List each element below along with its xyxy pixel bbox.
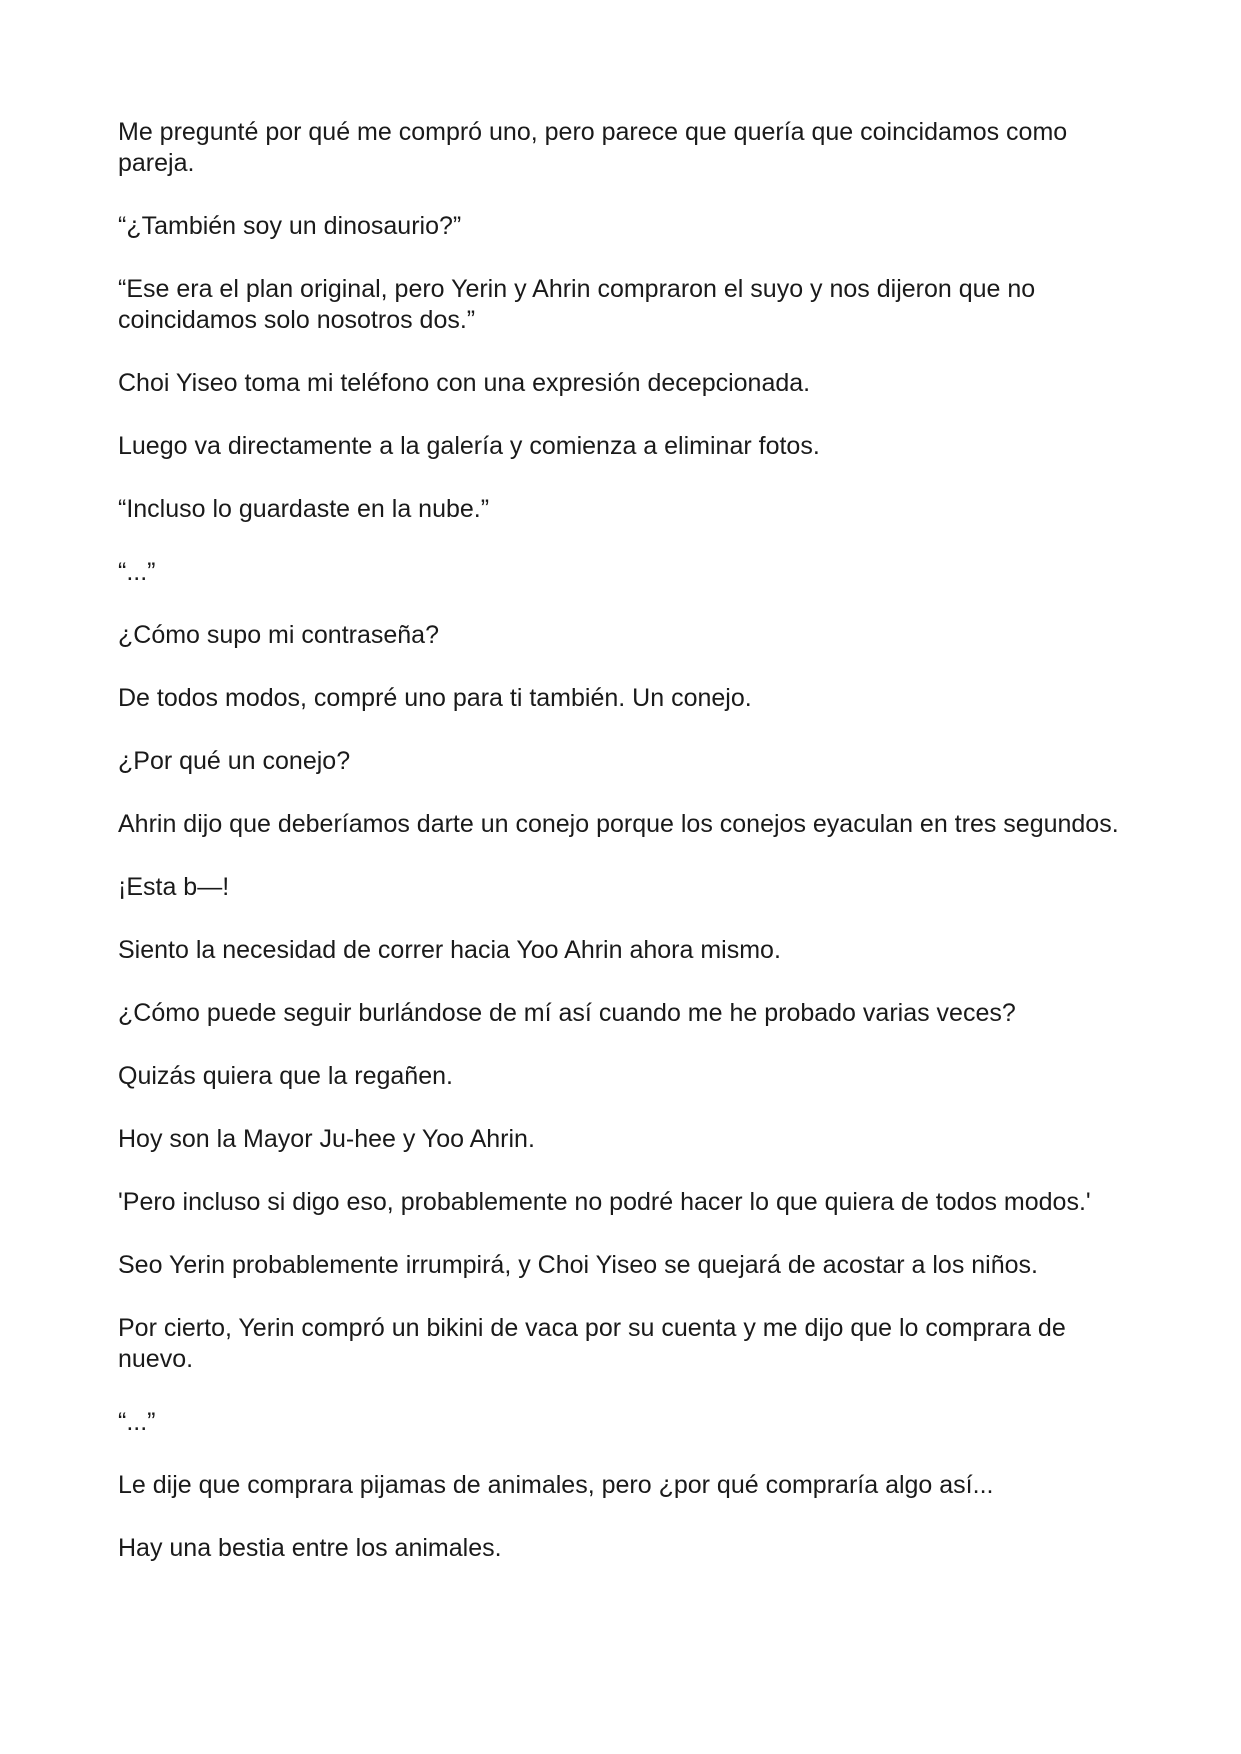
paragraph-17: 'Pero incluso si digo eso, probablemente no podré hacer lo que quiera de todos modos.' — [118, 1188, 1091, 1216]
paragraph-18: Seo Yerin probablemente irrumpirá, y Choi Yiseo se quejará de acostar a los niños. — [118, 1251, 1038, 1279]
paragraph-21: Le dije que comprara pijamas de animales, pero ¿por qué compraría algo así... — [118, 1471, 994, 1499]
paragraph-3: “Ese era el plan original, pero Yerin y Ahrin compraron el suyo y nos dijeron que no coincidamos solo nosotros dos.” — [118, 275, 1036, 334]
paragraph-10: ¿Por qué un conejo? — [118, 747, 351, 775]
document-body — [118, 117, 1128, 1596]
paragraph-4: Choi Yiseo toma mi teléfono con una expresión decepcionada. — [118, 369, 811, 397]
paragraph-19: Por cierto, Yerin compró un bikini de vaca por su cuenta y me dijo que lo comprara de nuevo. — [118, 1314, 1066, 1373]
paragraph-20: “...” — [118, 1408, 156, 1436]
paragraph-11: Ahrin dijo que deberíamos darte un conejo porque los conejos eyaculan en tres segundos. — [118, 810, 1119, 838]
paragraph-5: Luego va directamente a la galería y comienza a eliminar fotos. — [118, 432, 820, 460]
paragraph-2: “¿También soy un dinosaurio?” — [118, 212, 462, 240]
paragraph-7: “...” — [118, 558, 156, 586]
paragraph-1: Me pregunté por qué me compró uno, pero parece que quería que coincidamos como pareja. — [118, 118, 1068, 177]
paragraph-15: Quizás quiera que la regañen. — [118, 1062, 453, 1090]
paragraph-8: ¿Cómo supo mi contraseña? — [118, 621, 439, 649]
paragraph-12: ¡Esta b—! — [118, 873, 230, 901]
paragraph-13: Siento la necesidad de correr hacia Yoo Ahrin ahora mismo. — [118, 936, 781, 964]
paragraph-16: Hoy son la Mayor Ju-hee y Yoo Ahrin. — [118, 1125, 535, 1153]
paragraph-22: Hay una bestia entre los animales. — [118, 1534, 502, 1562]
paragraph-9: De todos modos, compré uno para ti también. Un conejo. — [118, 684, 752, 712]
paragraph-14: ¿Cómo puede seguir burlándose de mí así cuando me he probado varias veces? — [118, 999, 1016, 1027]
paragraph-6: “Incluso lo guardaste en la nube.” — [118, 495, 490, 523]
